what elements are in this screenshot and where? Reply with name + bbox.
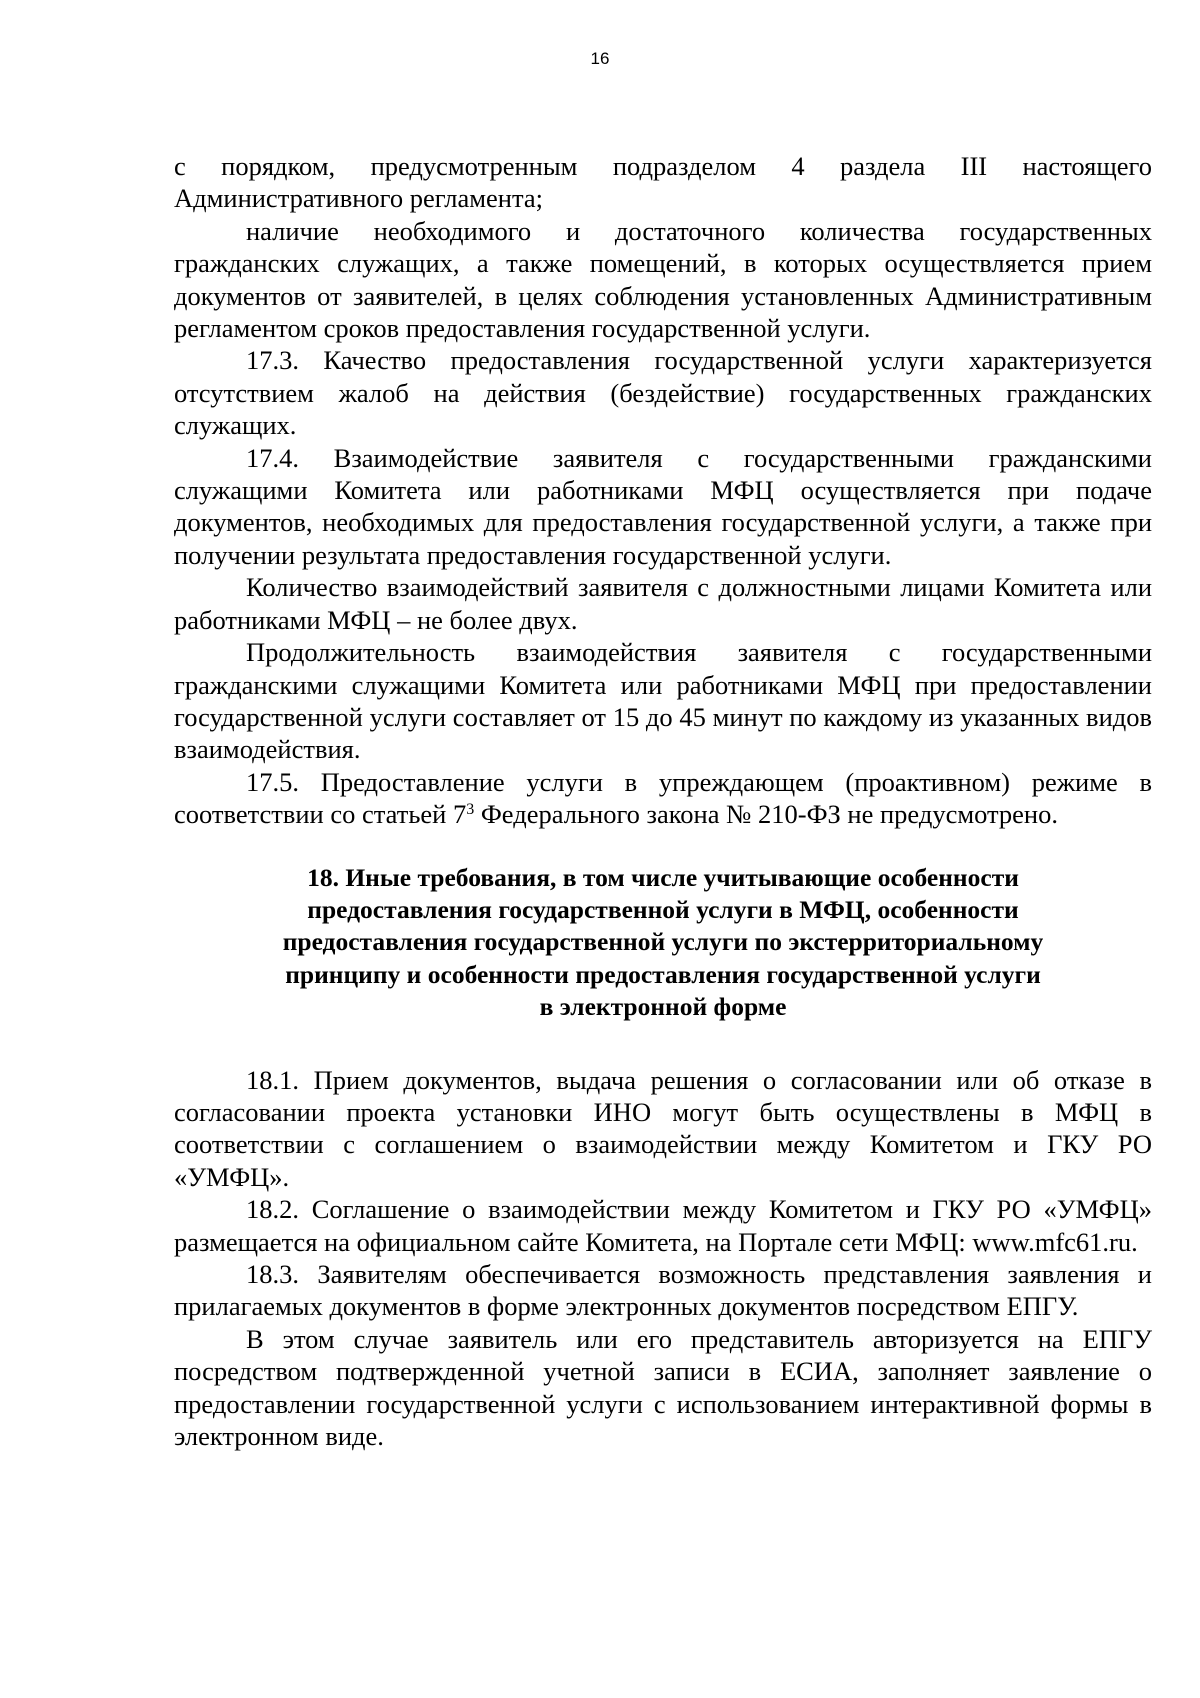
document-body: [174, 150, 1152, 1452]
paragraph-18-1: 18.1. Прием документов, выдача решения о согласовании или об отказе в согласовании проекта установки ИНО могут быть осуществлены в МФЦ в соответствии с соглашением о взаимодействии между Комитетом и ГКУ РО «УМФЦ».: [174, 1064, 1152, 1192]
paragraph-17-4: 17.4. Взаимодействие заявителя с государственными гражданскими служащими Комитета или работниками МФЦ осуществляется при подаче документов, необходимых для предоставления государственной услуги, а также при получении результата предоставления государственной услуги.: [174, 442, 1152, 570]
paragraph: наличие необходимого и достаточного количества государственных гражданских служащих, а также помещений, в которых осуществляется прием документов от заявителей, в целях соблюдения установленных Административным регламентом сроков предоставления государственной услуги.: [174, 215, 1152, 344]
paragraph-17-5-text-end: Федерального закона № 210-ФЗ не предусмотрено.: [474, 799, 1058, 830]
heading-line: предоставления государственной услуги в МФЦ, особенности: [307, 894, 1019, 924]
paragraph-17-5-text-start: 17.5. Предоставление услуги в упреждающем (проактивном) режиме в соответствии со статьей 7: [174, 766, 1152, 830]
paragraph-17-3: 17.3. Качество предоставления государственной услуги характеризуется отсутствием жалоб на действия (бездействие) государственных гражданских служащих.: [174, 345, 1152, 441]
section-18-heading: [174, 862, 1152, 1024]
paragraph-17-5: [174, 766, 1152, 831]
superscript-3: 3: [466, 801, 475, 819]
page-number: 16: [590, 49, 610, 68]
heading-line: в электронной форме: [539, 992, 787, 1022]
paragraph-18-2: 18.2. Соглашение о взаимодействии между Комитетом и ГКУ РО «УМФЦ» размещается на официальном сайте Комитета, на Портале сети МФЦ: www.mfc61.ru.: [174, 1194, 1152, 1257]
paragraph: В этом случае заявитель или его представитель авторизуется на ЕПГУ посредством подтвержденной учетной записи в ЕСИА, заполняет заявление о предоставлении государственной услуги с использованием интерактивной формы в электронном виде.: [174, 1323, 1152, 1452]
heading-line: 18. Иные требования, в том числе учитывающие особенности: [307, 862, 1019, 892]
heading-line: принципу и особенности предоставления государственной услуги: [285, 959, 1041, 989]
heading-line: предоставления государственной услуги по экстерриториальному: [282, 927, 1044, 957]
paragraph-18-3: 18.3. Заявителям обеспечивается возможность представления заявления и прилагаемых документов в форме электронных документов посредством ЕПГУ.: [174, 1259, 1152, 1322]
paragraph: с порядком, предусмотренным подразделом 4 раздела III настоящего Административного регламента;: [174, 151, 1152, 214]
paragraph: Количество взаимодействий заявителя с должностными лицами Комитета или работниками МФЦ – не более двух.: [174, 572, 1152, 635]
paragraph: Продолжительность взаимодействия заявителя с государственными гражданскими служащими Комитета или работниками МФЦ при предоставлении государственной услуги составляет от 15 до 45 минут по каждому из указанных видов взаимодействия.: [174, 637, 1152, 765]
